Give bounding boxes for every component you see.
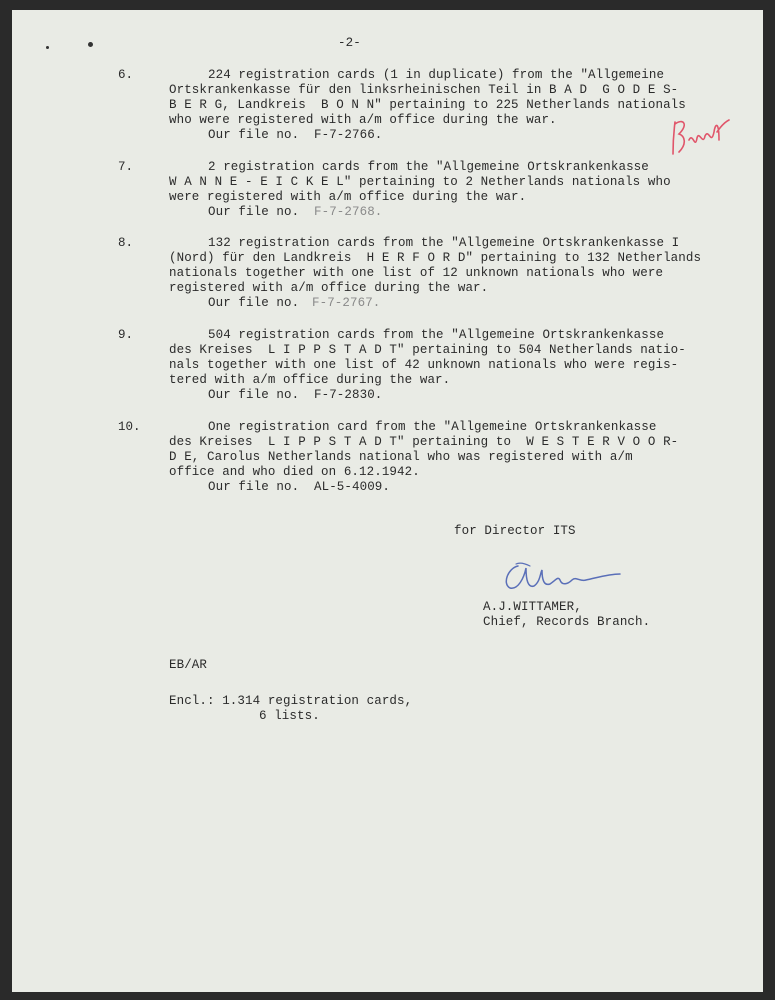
file-number: F-7-2830. <box>314 388 383 402</box>
handwritten-signature <box>496 558 626 598</box>
item-line: des Kreises L I P P S T A D T" pertaining to 504 Netherlands natio- <box>169 343 686 357</box>
file-label: Our file no. <box>208 480 300 494</box>
file-label: Our file no. <box>208 296 300 310</box>
enclosures-line: 6 lists. <box>259 709 320 723</box>
item-line: were registered with a/m office during the war. <box>169 190 527 204</box>
item-line: One registration card from the "Allgemeine Ortskrankenkasse <box>208 420 657 434</box>
file-label: Our file no. <box>208 388 300 402</box>
item-line: tered with a/m office during the war. <box>169 373 451 387</box>
item-number: 7. <box>118 160 134 174</box>
item-line: 504 registration cards from the "Allgemeine Ortskrankenkasse <box>208 328 665 342</box>
file-number: F-7-2767. <box>312 296 381 310</box>
item-line: nationals together with one list of 12 unknown nationals who were <box>169 266 664 280</box>
item-line: registered with a/m office during the war. <box>169 281 489 295</box>
item-line: des Kreises L I P P S T A D T" pertaining to W E S T E R V O O R- <box>169 435 679 449</box>
red-initials-annotation <box>667 110 737 160</box>
item-number: 8. <box>118 236 134 250</box>
item-line: nals together with one list of 42 unknown nationals who were regis- <box>169 358 679 372</box>
file-number: F-7-2768. <box>314 205 383 219</box>
file-label: Our file no. <box>208 205 300 219</box>
item-line: D E, Carolus Netherlands national who was registered with a/m <box>169 450 633 464</box>
item-number: 6. <box>118 68 134 82</box>
item-line: who were registered with a/m office during the war. <box>169 113 557 127</box>
file-number: AL-5-4009. <box>314 480 391 494</box>
item-line: B E R G, Landkreis B O N N" pertaining to 225 Netherlands nationals <box>169 98 686 112</box>
file-number: F-7-2766. <box>314 128 383 142</box>
item-line: W A N N E - E I C K E L" pertaining to 2 Netherlands nationals who <box>169 175 671 189</box>
reference-initials: EB/AR <box>169 658 208 672</box>
signatory-title: Chief, Records Branch. <box>483 615 651 629</box>
punch-mark <box>46 46 49 49</box>
item-line: 2 registration cards from the "Allgemeine Ortskrankenkasse <box>208 160 649 174</box>
item-number: 9. <box>118 328 134 342</box>
item-line: 224 registration cards (1 in duplicate) from the "Allgemeine <box>208 68 665 82</box>
file-label: Our file no. <box>208 128 300 142</box>
item-line: (Nord) für den Landkreis H E R F O R D" pertaining to 132 Netherlands <box>169 251 702 265</box>
signatory-name: A.J.WITTAMER, <box>483 600 582 614</box>
punch-mark <box>88 42 93 47</box>
for-director-line: for Director ITS <box>454 524 576 538</box>
document-page <box>12 10 763 992</box>
item-number: 10. <box>118 420 141 434</box>
item-line: Ortskrankenkasse für den linksrheinischen Teil in B A D G O D E S- <box>169 83 679 97</box>
item-line: office and who died on 6.12.1942. <box>169 465 420 479</box>
item-line: 132 registration cards from the "Allgemeine Ortskrankenkasse I <box>208 236 680 250</box>
enclosures-line: Encl.: 1.314 registration cards, <box>169 694 413 708</box>
page-number: -2- <box>338 36 361 50</box>
